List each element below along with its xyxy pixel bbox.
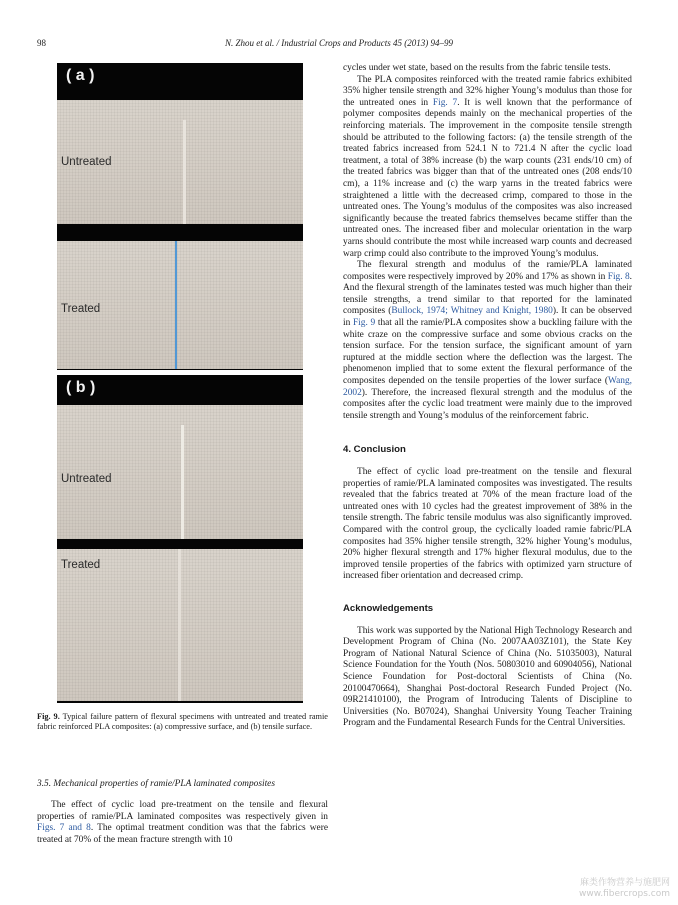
watermark-line2: www.fibercrops.com <box>579 889 670 899</box>
untreated-label-a: Untreated <box>61 156 112 168</box>
treated-label-b: Treated <box>61 559 101 571</box>
panel-a-label: ( a ) <box>66 67 95 84</box>
figure-link[interactable]: Fig. 9 <box>352 318 376 329</box>
section-title: 3.5. Mechanical properties of ramie/PLA laminated composites <box>37 779 275 789</box>
figure-panel-a <box>57 63 303 370</box>
citation-link[interactable]: Bullock, 1974; Whitney and Knight, 1980 <box>391 306 553 317</box>
watermark <box>579 878 670 900</box>
citation-link[interactable]: Wang, 2002 <box>343 376 632 398</box>
caption-label: Fig. 9. <box>37 712 60 721</box>
specimen-untreated-b <box>57 405 303 539</box>
paragraph: The PLA composites reinforced with the treated ramie fabrics exhibited 35% higher tensile strength and 32% higher Young’s modulus than those for the untreated ones in Fig. 7. It is well known that the performance of polymer composites depends mainly on the mechanical properties of the reinforcing materials. The improvement in the composite tensile strength should be attributed to the following factors: (a) the tensile strength of the treated fabrics increased from 524.1 N to 721.4 N after the cyclic load treatment, a total of 38% increase (b) the warp counts (231 ends/10 cm) of the treated fabrics was bigger than that of the untreated ones (208 ends/10 cm), a 11% increase and (c) the warp yarns in the treated fabrics were straightened a little with the decreased crimp, compared to those in the untreated ones. The Young’s modulus of the composites was also increased significantly because the treated fabrics themselves became stiffer than the untreated ones. The increased fiber and molecular orientation in the warp yarns should contribute the most while increased warp counts and decreased warp crimp could also contribute to the improved Young’s modulus. <box>343 74 632 259</box>
crack-mark <box>175 241 177 369</box>
specimen-treated-b <box>57 549 303 701</box>
craze-mark <box>183 120 186 224</box>
craze-mark <box>181 425 184 539</box>
panel-b-label: ( b ) <box>66 379 96 396</box>
caption-text: Typical failure pattern of flexural specimens with untreated and treated ramie fabric reinforced PLA composites: (a) compressive surface, and (b) tensile surface. <box>37 712 328 731</box>
figure-link[interactable]: Fig. 7 <box>432 97 458 108</box>
running-header: N. Zhou et al. / Industrial Crops and Products 45 (2013) 94–99 <box>224 38 454 48</box>
specimen-treated-a <box>57 241 303 369</box>
figure-caption <box>37 712 328 732</box>
figure-panel-b <box>57 375 303 703</box>
left-column-text <box>37 800 328 846</box>
figure-link[interactable]: Fig. 8 <box>607 271 630 282</box>
paragraph: cycles under wet state, based on the results from the fabric tensile tests. <box>343 63 611 73</box>
paragraph: The effect of cyclic load pre-treatment on the tensile and flexural properties of ramie/PLA laminated composites was respectively given in Figs. 7 and 8. The optimal treatment condition was that the fabrics were treated at 70% of the mean fracture strength with 10 <box>37 800 328 845</box>
right-column-text <box>343 63 632 730</box>
untreated-label-b: Untreated <box>61 473 112 485</box>
conclusion-heading: 4. Conclusion <box>343 444 406 456</box>
paragraph: The flexural strength and modulus of the ramie/PLA laminated composites were respectively improved by 20% and 17% as shown in Fig. 8. And the flexural strength of the laminates tested was much higher than their tensile strengths, a trend similar to that reported for the laminated composites (Bullock, 1974; Whitney and Knight, 1980). It can be observed in Fig. 9 that all the ramie/PLA composites show a buckling failure with the white craze on the compressive surface and some obvious cracks on the tension surface. For the tension surface, the significant amount of yarn ruptured at the middle section where the deflection was the largest. The phenomenon implied that to some extent the flexural performance of the composites depended on the tensile properties of the lower surface (Wang, 2002). Therefore, the increased flexural strength and the modulus of the composites after the cyclic load treatment were mainly due to the improved tensile strength and Young’s modulus of the reinforcement fabric. <box>343 260 633 421</box>
watermark-line1: 麻类作物营养与施肥网 <box>579 878 670 888</box>
treated-label-a: Treated <box>61 303 101 315</box>
figure-link[interactable]: Figs. 7 and 8 <box>37 823 91 834</box>
page-number: 98 <box>37 38 46 48</box>
acknowledgements-paragraph: This work was supported by the National High Technology Research and Development Program of China (No. 2007AA03Z101), the State Key Program of National Natural Science of China (No. 51035003), Natural Science Foundation for the Youth (Nos. 50803010 and 60904056), National Science Foundation for Post-doctoral Scientists of China (No. 20100470664), Shanghai Post-doctoral Research Funded Project (No. 09R21410100), the Program of Introducing Talents of Discipline to Universities (No. B07024), Shanghai University Young Teacher Training Program and the Fundamental Research Funds for the Central Universities. <box>343 625 632 729</box>
specimen-untreated-a <box>57 100 303 224</box>
crack-mark <box>178 549 181 701</box>
conclusion-paragraph: The effect of cyclic load pre-treatment on the tensile and flexural properties of ramie/PLA laminated composites was investigated. The results revealed that the fabrics treated at 70% of the mean fracture load of the untreated ones with 10 cycles had the greatest improvement of 38% in the tensile strength. The fabric tensile modulus was also significantly improved. Compared with the control group, the cyclically loaded ramie fabric/PLA composites had 35% higher tensile strength, 32% higher Young’s modulus, 20% higher flexural strength and 17% higher flexural modulus, due to the improved tensile properties of the fabrics with optimized yarn structure of increased fiber orientation and decreased crimp. <box>343 467 632 582</box>
acknowledgements-heading: Acknowledgements <box>343 602 434 614</box>
